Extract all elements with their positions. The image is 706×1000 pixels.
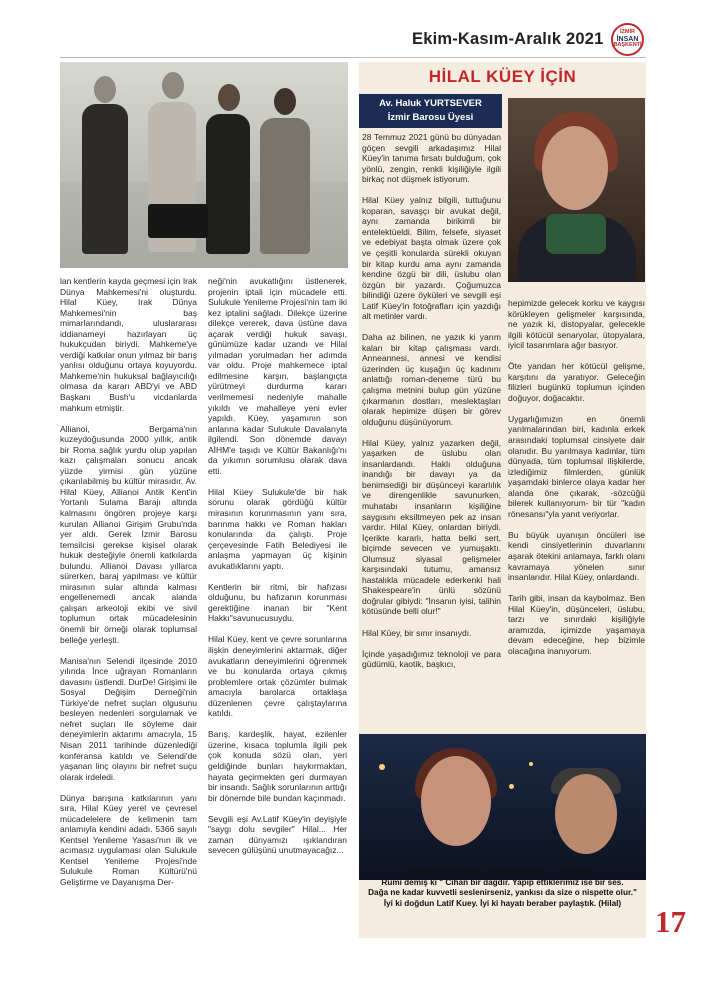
paragraph: Manisa'nın Selendi ilçesinde 2010 yılında İnce uğrayan Romanların davasını üstlendi. DurDe! Girişimi ile Sosyal Değişim Derneği'nin Türkiye'de nefret suçları olgusunu besleyen nedenleri sorgulamak ve nefret suçları ile söyleme dair deneyimlerin aktarımı amacıyla, 15 Nisan 2011 tarihinde düzenlediği konferansa katıldı ve Selendi'de yaşanan linç olayını bir nefret suçu olarak irdeledi.	[60, 655, 197, 782]
caption-line: İyi ki doğdun Latif Kuey. İyi ki hayatı beraber paylaştık. (Hilal)	[383, 898, 622, 908]
paragraph: Hilal Küey, bir sınır insanıydı.	[362, 627, 472, 638]
person-figure-3	[206, 114, 250, 254]
logo-line-3: BAŞKENTİ	[613, 42, 642, 49]
paragraph: Tarih gibi, insan da kaybolmaz. Ben Hilal Küey'in, düşünceleri, üslubu, tarzı ve sınırdaki kişiliğiyle aramızda, içimizde yaşamaya devam edeceğine, hep bizimle olacağına inanıyorum.	[508, 593, 645, 656]
author-box	[359, 94, 502, 128]
portrait-face	[542, 126, 608, 210]
logo-line-1: İZMİR	[620, 29, 635, 35]
paragraph: neği'nin avukatlığını üstlenerek, projenin iptali için mücadele etti. Sulukule Yenileme Projesi'nin tam iki kez iptalini sağladı. Dilekçe üzerine dilekçe vererek, dava üstüne dava açarak verdiği hukuk savaşı, günümüze kadar uzandı ve Hilal yılmadan yorulmadan her adımda var oldu. Proje mahkemece iptal edilmesine karşın, başlangıçta yürütmeyi durdurma kararı verilmemesi nedeniyle mahalle yıkıldı ve mahalleye yeni evler yapıldı. Küey, yaşamının son anlarına kadar Sulukule Davalarıyla ilgilendi. Son dönemde davayı AİHM'e taşıdı ve Kültür Bakanlığı'nı da yıkımın sorumlusu olarak dava etti.	[208, 276, 347, 476]
person-head-4	[274, 88, 296, 115]
hilal-kuey-portrait	[508, 98, 645, 282]
text-column-1	[60, 276, 197, 898]
text-column-3	[362, 132, 501, 680]
caption-line: Dağa ne kadar kuvvetli seslenirseniz, yankısı da size o nispette olur."	[368, 888, 637, 897]
person-head-2	[162, 72, 184, 99]
paragraph: Hilal Küey yalnız bilgili, tuttuğunu koparan, savaşçı bir avukat değil, aynı zamanda birikimli bir entelektüeldi. Bilim, felsefe, siyaset ve edebiyat başta olmak üzere çok ve çeşitli konularda sürekli okuyan bir kitap kurdu ama aynı zamanda kendine özgü bir dili, üslubu olan özgün bir yazardı. Çoğumuzca bilindiği üzere öyküleri ve sevgili eşi Latif Küey'in fotoğrafları için yazdığı alt metinler vardı.	[362, 195, 501, 322]
paragraph: Daha az bilinen, ne yazık ki yarım kalan bir kitap çalışması vardı. Anneannesi, annesi ve kendisi üzerinden üç kuşağın üç kadınını anlattığı roman-deneme türü bu çalışma metnini bulup gün yüzüne çıkarmanın dostları, meslektaşları olarak hepimize düşen bir görev olduğunu düşünüyorum.	[362, 332, 501, 427]
author-role: İzmir Barosu Üyesi	[387, 112, 474, 123]
couple-photo	[359, 734, 646, 880]
man-face	[555, 774, 617, 854]
paragraph: Hilal Küey, yalnız yazarken değil, yaşarken de üslubu olan insanlardandı. Haklı olduğuna inandığı bir davayı ya da benimsediği bir düşünceyi kararlılık ve direngenlikle savunurken, muhatabı insanların kişiliğine saygısını eksiltmeyen pek az insan vardır. Hilal Küey, onlardan biriydi. İçerikte kararlı, hatta belki sert, biçimde sevecen ve yumuşaktı. Olumsuz siyasal gelişmeler karşısındaki tutumu, amansız hastalıkla mücadele ederkenki hali Shakespeare'in ünlü sözünü doğrular gibiydi: "İnsanın iyisi, talihin kötüsünde belli olur!"	[362, 437, 501, 617]
person-figure-1	[82, 104, 128, 254]
background-light	[379, 764, 385, 770]
paragraph: Hilal Küey, kent ve çevre sorunlarına ilişkin deneyimlerini aktarmak, diğer avukatların deneyimlerini öğrenmek ve bu konularda ortaya çıkmış problemlere ortak çözümler bulmak amacıyla barolarca ortaklaşa düzenlenen çevre çalıştaylarına katıldı.	[208, 634, 347, 719]
historic-group-photo	[60, 62, 348, 268]
paragraph: Sevgili eşi Av.Latif Küey'in deyişiyle "saygı dolu sevgiler" Hilal... Her zaman dünyamızı ışıklandıran sevecen gülüşünü unutmayacağız...	[208, 813, 347, 856]
background-light	[529, 762, 533, 766]
paragraph: Kentlerin bir ritmi, bir hafızası olduğunu, bu hafızanın korunması gerektiğine inanan bir "Kent Hakkı"savunucusuydu.	[208, 581, 347, 624]
woman-face	[421, 756, 491, 846]
paragraph: İçinde yaşadığımız teknoloji ve para güdümlü, kaotik, başkıcı,	[362, 648, 501, 670]
text-column-2	[208, 276, 347, 866]
person-figure-4	[260, 118, 310, 254]
person-head-1	[94, 76, 116, 103]
portrait-scarf	[546, 214, 606, 254]
paragraph: Bu büyük uyanışın öncüleri ise kendi cinsiyetlerinin duvarlarını aşarak ötekini anlamaya, farklı olanı kavramaya yönelen sınır insanlarıdır. Hilal Küey, onlardandı.	[508, 529, 645, 583]
logo-line-2: İNSAN	[616, 35, 639, 43]
paragraph: 28 Temmuz 2021 günü bu dünyadan göçen sevgili arkadaşımız Hilal Küey'in tanıma fırsatı bulduğum, çok yönlü, zengin, renkli kişiliğiyle ilgili birkaç not düşmek istiyorum.	[362, 132, 501, 185]
paragraph: Allianoi, Bergama'nın kuzeydoğusunda 2000 yıllık, antik bir Roma sağlık yurdu olup yapılan kazı çalışmaları sonucu ancak yüzde yirmisi gün yüzüne çıkarılabilmiş bu kültür mirasıdır. Av. Hilal Küey, Allianoi Antik Kent'in Yortanlı Sulama Barajı altında kalmasını öngören projeye karşı kurulan Allianoi Girişim Grubu'nda yer aldı. Gerek İzmir Barosu temsilcisi gerekse kişisel olarak hukuk desteğiyle önemli katkılarda bulundu. Allianoi Davası yıllarca sürerken, baraj yapılması ve kültür mirasının sular altında kalması engellenemedi ancak alanda çalışan arkeoloji ekibi ve sivil toplumun ortak mücadelesinin önemli bir örneği olarak toplumsal belleğe yerleşti.	[60, 423, 197, 645]
paragraph: hepimizde gelecek korku ve kaygısı körükleyen gelişmeler karşısında, ne yazık ki, distopyalar, gelecekle ilgili kötücül senaryolar, ütopyalara, iyicil tasarımlara ağır basıyor.	[508, 298, 645, 351]
paragraph: lan kentlerin kayda geçmesi için Irak Dünya Mahkemesi'ni oluşturdu. Hilal Küey, Irak Dünya Mahkemesi'nin baş mimarlarındandı, uluslararası iddianameyi hazırlayan üç hukukçudan biriydi. Mahkeme'ye verdiği katkılar onun yılmaz bir barış yanlısı olduğunu ortaya koyuyordu. Mahkeme'nin hukuksal bağlayıcılığı olmasa da kararı ABD'yi ve ABD Başkanı Bush'u vicdanlarda mahkum etmiştir.	[60, 276, 197, 413]
briefcase	[148, 204, 208, 238]
photo-caption	[362, 867, 643, 909]
paragraph: Uygarlığımızın en önemli yarılmalarından biri, kadınla erkek arasındaki toplumsal cinsiyete dair olanıdır. Bu yarılmaya kadınlar, tüm dünyada, tüm toplumsal ilişkilerde, izlediğimiz filmlerden, günlük yaşamdaki binlerce olaya kadar her alanda öne çıkarak, -sözcüğü bilerek kullanıyorum- bir tür "kadın rönesansı"yla yanıt veriyorlar.	[508, 413, 645, 519]
paragraph: Barış, kardeşlik, hayat, ezilenler üzerine, kısaca toplumla ilgili pek çok konuda sözü olan, yeri geldiğinde bunları haykırmaktan, hayata geçirmekten geri durmayan bir insandı. Sağlık sorunlarının arttığı bir dönemde bile bundan kaçınmadı.	[208, 729, 347, 803]
person-head-3	[218, 84, 240, 111]
izmir-insan-baskenti-logo	[611, 23, 644, 56]
caption-line: BUGÜN DÜNYANIN DOĞUM GÜNÜ. LATİF'İN DE.	[408, 867, 597, 876]
article-title: HİLAL KÜEY İÇİN	[428, 67, 577, 86]
issue-date: Ekim-Kasım-Aralık 2021	[412, 30, 604, 48]
paragraph: Öte yandan her kötücül gelişme, karşıtını da yaratıyor. Geleceğin filizleri bugünkü toplumun içinden doğuyor, doğacaktır.	[508, 361, 645, 403]
header-divider	[60, 57, 646, 58]
author-name: Av. Haluk YURTSEVER	[379, 98, 482, 109]
caption-line: Rumi demiş ki " Cihan bir dağdır. Yapıp ettiklerimiz ise bir ses.	[381, 877, 624, 887]
text-column-4	[508, 298, 645, 667]
background-light	[509, 784, 514, 789]
paragraph: Hilal Küey Sulukule'de bir hak sorunu olarak gördüğü kültür mirasının korunmasının yanı sıra, barınma hakkı ve Roman hakları konularında da çalıştı. Proje çerçevesinde Fatih Belediyesi ile anlaşma yapmayan üç kişinin avukatlıklarını yaptı.	[208, 486, 347, 571]
page-number: 17	[655, 904, 686, 939]
paragraph: Dünya barışına katkılarının yanı sıra, Hilal Küey yerel ve çevresel mücadelelere de kelimenin tam anlamıyla kendini adadı. 5366 sayılı Kentsel Yenileme Yasası'nın ilk ve acımasız uygulaması olan Sulukule Kentsel Yenileme Projesi'nde Sulukule Roman Kültürü'nü Geliştirme ve Dayanışma Der-	[60, 792, 197, 888]
